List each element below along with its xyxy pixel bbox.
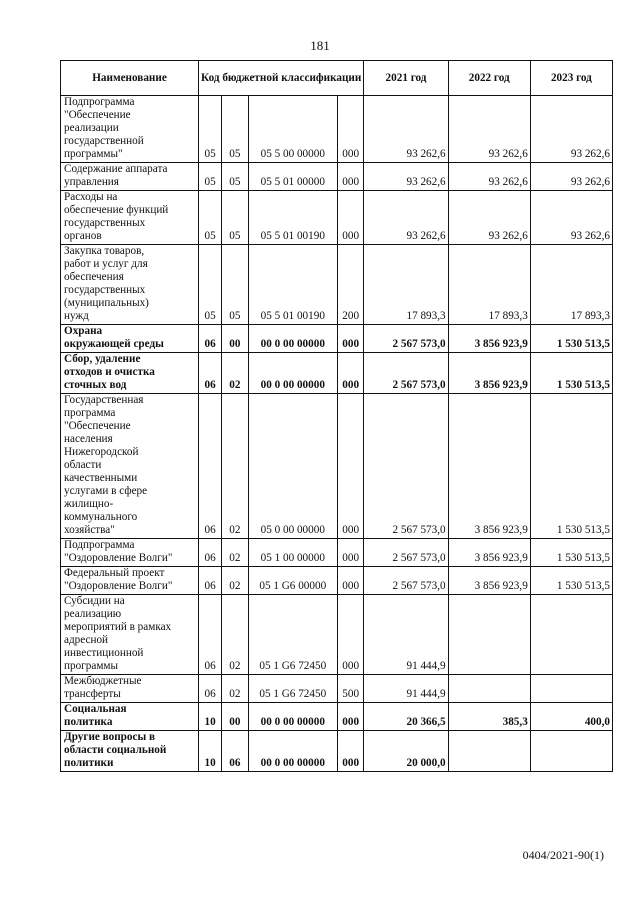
code-subsection: 05	[222, 245, 248, 325]
value-2022: 3 856 923,9	[448, 394, 530, 539]
code-section: 06	[199, 325, 222, 353]
value-2022: 93 262,6	[448, 191, 530, 245]
code-section: 05	[199, 163, 222, 191]
row-name	[61, 595, 199, 675]
table-row	[61, 191, 613, 245]
header-row	[61, 61, 613, 96]
row-name-line: программы"	[64, 148, 123, 160]
row-name-line: государственных	[64, 217, 146, 229]
value-2021: 93 262,6	[364, 163, 448, 191]
code-target-article: 05 0 00 00000	[248, 394, 338, 539]
row-name-line: области	[64, 459, 102, 471]
header-2022: 2022 год	[448, 61, 530, 96]
value-2023: 400,0	[530, 703, 612, 731]
value-2023: 93 262,6	[530, 163, 612, 191]
code-section: 05	[199, 191, 222, 245]
value-2023: 1 530 513,5	[530, 567, 612, 595]
value-2021: 20 366,5	[364, 703, 448, 731]
row-name	[61, 703, 199, 731]
value-2023: 93 262,6	[530, 191, 612, 245]
value-2021: 2 567 573,0	[364, 394, 448, 539]
value-2021: 91 444,9	[364, 595, 448, 675]
row-name	[61, 245, 199, 325]
value-2021: 2 567 573,0	[364, 325, 448, 353]
code-expense-type: 000	[338, 703, 364, 731]
value-2023: 1 530 513,5	[530, 394, 612, 539]
row-name-line: политики	[64, 757, 114, 769]
row-name-line: Социальная	[64, 703, 127, 715]
value-2023: 17 893,3	[530, 245, 612, 325]
row-name	[61, 325, 199, 353]
page-number: 181	[310, 38, 330, 53]
row-name-line: программа	[64, 407, 116, 419]
code-section: 10	[199, 731, 222, 772]
row-name-line: Государственная	[64, 394, 144, 406]
row-name	[61, 163, 199, 191]
row-name-line: государственных	[64, 284, 146, 296]
header-2023: 2023 год	[530, 61, 612, 96]
code-subsection: 02	[222, 567, 248, 595]
value-2022: 3 856 923,9	[448, 353, 530, 394]
table-row	[61, 731, 613, 772]
code-subsection: 02	[222, 539, 248, 567]
row-name-line: нужд	[64, 310, 89, 322]
row-name-line: отходов и очистка	[64, 366, 155, 378]
code-subsection: 00	[222, 703, 248, 731]
row-name	[61, 394, 199, 539]
row-name-line: "Обеспечение	[64, 109, 131, 121]
code-section: 05	[199, 96, 222, 163]
row-name-line: сточных вод	[64, 379, 127, 391]
code-section: 06	[199, 595, 222, 675]
row-name-line: "Обеспечение	[64, 420, 131, 432]
row-name-line: качественными	[64, 472, 138, 484]
value-2021: 2 567 573,0	[364, 353, 448, 394]
code-subsection: 05	[222, 163, 248, 191]
row-name	[61, 191, 199, 245]
row-name-line: услугами в сфере	[64, 485, 148, 497]
value-2021: 93 262,6	[364, 96, 448, 163]
value-2022: 93 262,6	[448, 96, 530, 163]
budget-table	[60, 60, 613, 772]
code-expense-type: 000	[338, 191, 364, 245]
value-2023	[530, 675, 612, 703]
row-name-line: адресной	[64, 634, 109, 646]
table-row	[61, 96, 613, 163]
header-code: Код бюджетной классификации	[199, 61, 364, 96]
table-row	[61, 539, 613, 567]
table-row	[61, 163, 613, 191]
table-body	[61, 96, 613, 772]
row-name-line: Другие вопросы в	[64, 731, 156, 743]
row-name-line: Нижегородской	[64, 446, 139, 458]
row-name-line: управления	[64, 176, 119, 188]
code-expense-type: 000	[338, 539, 364, 567]
row-name-line: жилищно-	[64, 498, 114, 510]
table-row	[61, 394, 613, 539]
code-expense-type: 000	[338, 325, 364, 353]
row-name	[61, 353, 199, 394]
row-name-line: программы	[64, 660, 118, 672]
row-name	[61, 96, 199, 163]
value-2021: 17 893,3	[364, 245, 448, 325]
row-name-line: Расходы на	[64, 191, 118, 203]
row-name-line: работ и услуг для	[64, 258, 148, 270]
row-name	[61, 539, 199, 567]
row-name-line: Содержание аппарата	[64, 163, 168, 175]
value-2023	[530, 731, 612, 772]
code-subsection: 02	[222, 394, 248, 539]
value-2021: 91 444,9	[364, 675, 448, 703]
code-target-article: 00 0 00 00000	[248, 325, 338, 353]
code-section: 05	[199, 245, 222, 325]
value-2022	[448, 675, 530, 703]
header-2021: 2021 год	[364, 61, 448, 96]
row-name-line: Сбор, удаление	[64, 353, 141, 365]
code-target-article: 05 5 01 00000	[248, 163, 338, 191]
table-row	[61, 595, 613, 675]
code-section: 06	[199, 567, 222, 595]
code-target-article: 05 1 G6 72450	[248, 595, 338, 675]
table-row	[61, 567, 613, 595]
row-name-line: Закупка товаров,	[64, 245, 145, 257]
code-target-article: 00 0 00 00000	[248, 731, 338, 772]
value-2022: 93 262,6	[448, 163, 530, 191]
table-row	[61, 245, 613, 325]
row-name-line: Субсидии на	[64, 595, 125, 607]
code-target-article: 05 5 01 00190	[248, 245, 338, 325]
row-name-line: инвестиционной	[64, 647, 144, 659]
value-2022: 3 856 923,9	[448, 539, 530, 567]
code-subsection: 00	[222, 325, 248, 353]
row-name-line: коммунального	[64, 511, 138, 523]
value-2021: 93 262,6	[364, 191, 448, 245]
row-name-line: Федеральный проект	[64, 567, 165, 579]
row-name-line: Межбюджетные	[64, 675, 142, 687]
code-target-article: 05 1 00 00000	[248, 539, 338, 567]
code-expense-type: 000	[338, 163, 364, 191]
document-code: 0404/2021-90(1)	[522, 848, 604, 862]
row-name-line: хозяйства"	[64, 524, 115, 536]
code-section: 10	[199, 703, 222, 731]
row-name-line: обеспечения	[64, 271, 124, 283]
code-subsection: 02	[222, 675, 248, 703]
row-name	[61, 675, 199, 703]
row-name-line: Подпрограмма	[64, 96, 135, 108]
code-section: 06	[199, 394, 222, 539]
row-name-line: "Оздоровление Волги"	[64, 552, 173, 564]
value-2022	[448, 731, 530, 772]
code-subsection: 05	[222, 191, 248, 245]
value-2021: 2 567 573,0	[364, 539, 448, 567]
value-2023: 1 530 513,5	[530, 539, 612, 567]
value-2022	[448, 595, 530, 675]
value-2021: 2 567 573,0	[364, 567, 448, 595]
code-section: 06	[199, 675, 222, 703]
row-name-line: мероприятий в рамках	[64, 621, 172, 633]
value-2023	[530, 595, 612, 675]
value-2022: 3 856 923,9	[448, 325, 530, 353]
row-name	[61, 731, 199, 772]
code-expense-type: 000	[338, 595, 364, 675]
row-name-line: Подпрограмма	[64, 539, 135, 551]
value-2023: 1 530 513,5	[530, 325, 612, 353]
code-expense-type: 000	[338, 567, 364, 595]
value-2022: 385,3	[448, 703, 530, 731]
row-name-line: политика	[64, 716, 113, 728]
row-name-line: "Оздоровление Волги"	[64, 580, 173, 592]
code-subsection: 06	[222, 731, 248, 772]
table-row	[61, 703, 613, 731]
row-name-line: Охрана	[64, 325, 103, 337]
table-row	[61, 353, 613, 394]
code-target-article: 05 1 G6 72450	[248, 675, 338, 703]
value-2022: 17 893,3	[448, 245, 530, 325]
header-name: Наименование	[61, 61, 199, 96]
code-target-article: 00 0 00 00000	[248, 703, 338, 731]
value-2023: 93 262,6	[530, 96, 612, 163]
code-expense-type: 500	[338, 675, 364, 703]
value-2023: 1 530 513,5	[530, 353, 612, 394]
code-expense-type: 000	[338, 96, 364, 163]
row-name-line: (муниципальных)	[64, 297, 149, 309]
code-section: 06	[199, 539, 222, 567]
code-expense-type: 200	[338, 245, 364, 325]
row-name-line: трансферты	[64, 688, 121, 700]
row-name-line: обеспечение функций	[64, 204, 169, 216]
row-name-line: окружающей среды	[64, 338, 164, 350]
code-subsection: 05	[222, 96, 248, 163]
code-subsection: 02	[222, 353, 248, 394]
code-expense-type: 000	[338, 394, 364, 539]
row-name-line: реализацию	[64, 608, 122, 620]
code-target-article: 05 1 G6 00000	[248, 567, 338, 595]
row-name-line: реализации	[64, 122, 119, 134]
table-row	[61, 675, 613, 703]
row-name-line: населения	[64, 433, 113, 445]
code-section: 06	[199, 353, 222, 394]
code-subsection: 02	[222, 595, 248, 675]
code-target-article: 00 0 00 00000	[248, 353, 338, 394]
code-expense-type: 000	[338, 731, 364, 772]
row-name	[61, 567, 199, 595]
row-name-line: органов	[64, 230, 102, 242]
value-2022: 3 856 923,9	[448, 567, 530, 595]
code-target-article: 05 5 01 00190	[248, 191, 338, 245]
row-name-line: государственной	[64, 135, 144, 147]
value-2021: 20 000,0	[364, 731, 448, 772]
code-target-article: 05 5 00 00000	[248, 96, 338, 163]
row-name-line: области социальной	[64, 744, 167, 756]
table-row	[61, 325, 613, 353]
code-expense-type: 000	[338, 353, 364, 394]
